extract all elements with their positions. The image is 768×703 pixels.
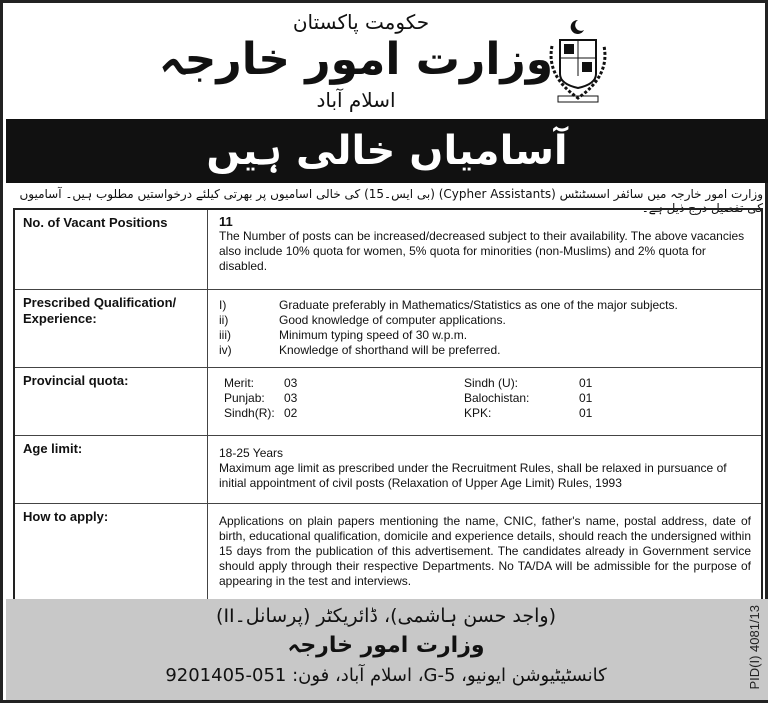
table-row (15, 210, 761, 290)
pid-number: PID(I) 4081/13 (747, 605, 762, 690)
row-label: Age limit: (15, 436, 208, 503)
list-item: iv) Knowledge of shorthand will be preferred. (219, 343, 501, 357)
row-label: No. of Vacant Positions (15, 210, 208, 289)
table-row (15, 290, 761, 368)
city: اسلام آباد (316, 88, 396, 112)
vacancies-banner: آسامیاں خالی ہیں (6, 119, 768, 183)
details-table (13, 208, 763, 601)
quota-row: Merit: 03 Sindh (U): 01 (224, 376, 593, 390)
list-item: I) Graduate preferably in Mathematics/Statistics as one of the major subjects. (219, 298, 678, 312)
government-title: حکومت پاکستان (292, 10, 430, 34)
row-label: Prescribed Qualification/ Experience: (15, 290, 208, 367)
ministry-title: وزارت امور خارجہ (158, 34, 554, 85)
signatory: (واجد حسن ہاشمی)، ڈائریکٹر (پرسانل۔II) (216, 605, 556, 627)
quota-row: Sindh(R): 02 KPK: 01 (224, 406, 593, 420)
header (6, 6, 768, 116)
footer-ministry: وزارت امور خارجہ (287, 633, 485, 658)
list-item: iii) Minimum typing speed of 30 w.p.m. (219, 328, 468, 342)
footer (6, 599, 768, 700)
list-item: ii) Good knowledge of computer applications. (219, 313, 506, 327)
apply-text: Applications on plain papers mentioning the name, CNIC, father's name, postal address, date of birth, educational qualification, domicile and experience details, should reach the undersigned within 15 days from the publication of this advertisement. The candidates already in Government service should apply through their respective Departments. No TA/DA will be admissible for the purpose of appearing in the test and interviews. (219, 514, 751, 588)
table-row (15, 368, 761, 436)
quota-row: Punjab: 03 Balochistan: 01 (224, 391, 593, 405)
age-text: Maximum age limit as prescribed under the Recruitment Rules, shall be relaxed in pursuance of initial appointment of civil posts (Relaxation of Upper Age Limit) Rules, 1993 (219, 461, 727, 490)
row-label: How to apply: (15, 504, 208, 599)
vacant-text: The Number of posts can be increased/decreased subject to their availability. The above vacancies also include 10% quota for women, 5% quota for minorities (non-Muslims) and 2% quota for disabled. (219, 229, 745, 273)
table-row (15, 436, 761, 504)
age-range: 18-25 Years (219, 446, 284, 460)
intro-text: وزارت امور خارجہ میں سائفر اسسٹنٹس (Cypher Assistants) (بی ایس۔15) کی خالی اسامیوں پر بھرتی کیلئے درخواستیں مطلوب ہیں۔ آسامیوں کی تفصیل درج ذیل ہے۔ (19, 187, 763, 215)
address-phone: کانسٹیٹیوشن ایونیو، G-5، اسلام آباد، فون: 051-9201405 (165, 665, 607, 686)
row-label: Provincial quota: (15, 368, 208, 435)
state-emblem-icon (538, 16, 618, 108)
table-row (15, 504, 761, 599)
vacant-count: 11 (219, 214, 233, 229)
